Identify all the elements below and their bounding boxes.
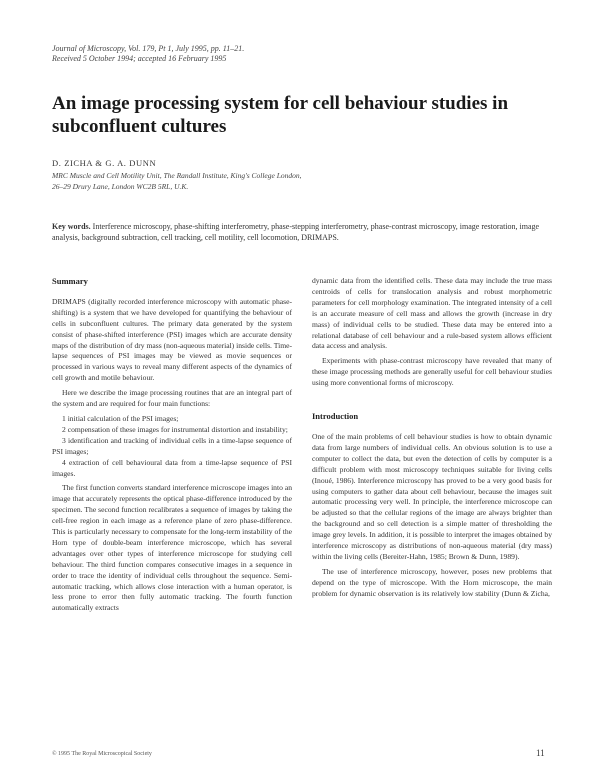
keywords-label: Key words. bbox=[52, 222, 91, 231]
section-spacer bbox=[312, 393, 552, 411]
function-list-item: 3 identification and tracking of individual cells in a time-lapse sequence of PSI images; bbox=[52, 435, 292, 456]
function-list-item: 2 compensation of these images for instrumental distortion and instability; bbox=[62, 424, 288, 434]
article-title: An image processing system for cell behaviour studies in subconfluent cultures bbox=[52, 93, 509, 137]
introduction-heading: Introduction bbox=[312, 411, 359, 422]
author-affiliation bbox=[52, 170, 532, 192]
affiliation-line-2: 26–29 Drury Lane, London WC2B 5RL, U.K. bbox=[52, 182, 189, 191]
journal-header bbox=[52, 44, 552, 64]
summary-heading: Summary bbox=[52, 276, 88, 286]
right-column bbox=[312, 276, 552, 604]
keywords-block bbox=[52, 221, 552, 243]
introduction-paragraph-2: The use of interference microscopy, however, poses new problems that depend on the type of microscope. With the Horn microscope, the main problem for dynamic observation is its relatively low stability (Dunn & Zicha, bbox=[312, 566, 552, 598]
summary-paragraph-3: The first function converts standard interference microscope images into an image that accurately represents the optical phase-difference introduced by the specimen. The second function recalibrates a sequence of images by taking the cell-free region in each image as a reference plane of zero phase-difference. This is particularly necessary to compensate for the long-term instability of the Horn type of double-beam interference microscope, which has several advantages over other types of interference microscope for studying cell behaviour. The third function compares consecutive images in a sequence in order to trace the identity of individual cells throughout the sequence. Semi-automatic tracking, which allows close interaction with a human operator, is less prone to error then fully automatic tracking. The fourth function automatically extracts bbox=[52, 483, 292, 613]
journal-citation: Journal of Microscopy, Vol. 179, Pt 1, July 1995, pp. 11–21. bbox=[52, 44, 245, 53]
keywords-text: Interference microscopy, phase-shifting interferometry, phase-stepping interferometry, phase-contrast microscopy, image restoration, image analysis, background subtraction, cell tracking, cell motility, cell locomotion, DRIMAPS. bbox=[52, 222, 540, 242]
left-column bbox=[52, 276, 292, 618]
function-list bbox=[52, 414, 292, 479]
copyright-notice: © 1995 The Royal Microscopical Society bbox=[52, 751, 152, 757]
received-dates: Received 5 October 1994; accepted 16 February 1995 bbox=[52, 54, 227, 63]
introduction-paragraph-1: One of the main problems of cell behaviour studies is how to obtain dynamic data from large numbers of individual cells. An obvious solution is to use a computer to collect the data, but even the detection of cells by computer is a difficult problem with most microscopy techniques suitable for living cells (Inoué, 1986). Interference microscopy has proved to be a very good basis for using computers to gather data about cell behaviour, because the images suit automatic processing very well. In principle, the interference microscope can be adjusted so that the cellular regions of the image are always brighter than the background and so cell detection is a simple matter of thresholding the image grey levels. In addition, it is possible to interpret the images obtained by interference microscopy as distributions of non-aqueous material (dry mass) within the living cells (Bereiter-Hahn, 1985; Brown & Dunn, 1989). bbox=[312, 431, 552, 561]
article-authors: D. ZICHA & G. A. DUNN bbox=[52, 158, 157, 168]
summary-paragraph-1: DRIMAPS (digitally recorded interference microscopy with automatic phase-shifting) is a system that we have developed for quantifying the behaviour of cells in subconfluent cultures. The primary data generated by the system consist of phase-shifted interference (PSI) images which are accurate density maps of the distribution of dry mass (non-aqueous material) inside cells. Time-lapse sequences of PSI images may be viewed as movie sequences or processed in various ways to reveal many different aspects of the dynamics of cell growth and motile behaviour. bbox=[52, 296, 293, 383]
function-list-item: 4 extraction of cell behavioural data from a time-lapse sequence of PSI images. bbox=[52, 457, 292, 478]
summary-paragraph-2: Here we describe the image processing routines that are an integral part of the system and are required for four main functions: bbox=[52, 388, 292, 409]
page-number: 11 bbox=[536, 748, 545, 758]
affiliation-line-1: MRC Muscle and Cell Motility Unit, The Randall Institute, King's College London, bbox=[52, 171, 302, 180]
summary-paragraph-continued: dynamic data from the identified cells. These data may include the true mass centroids of cells for translocation analysis and robust morphometric parameters for cell morphology examination. The integrated intensity of a cell is an accurate measure of cell mass and allows the growth (increase in dry mass) of individual cells to be studied. These data may be entered into a relational database of cell behaviour and a rule-based system allows efficient data access and analysis. bbox=[312, 276, 552, 351]
function-list-item: 1 initial calculation of the PSI images; bbox=[62, 413, 179, 423]
summary-paragraph-4: Experiments with phase-contrast microscopy have revealed that many of these image processing methods are generally useful for cell behaviour studies using more conventional forms of microscopy. bbox=[312, 356, 552, 388]
